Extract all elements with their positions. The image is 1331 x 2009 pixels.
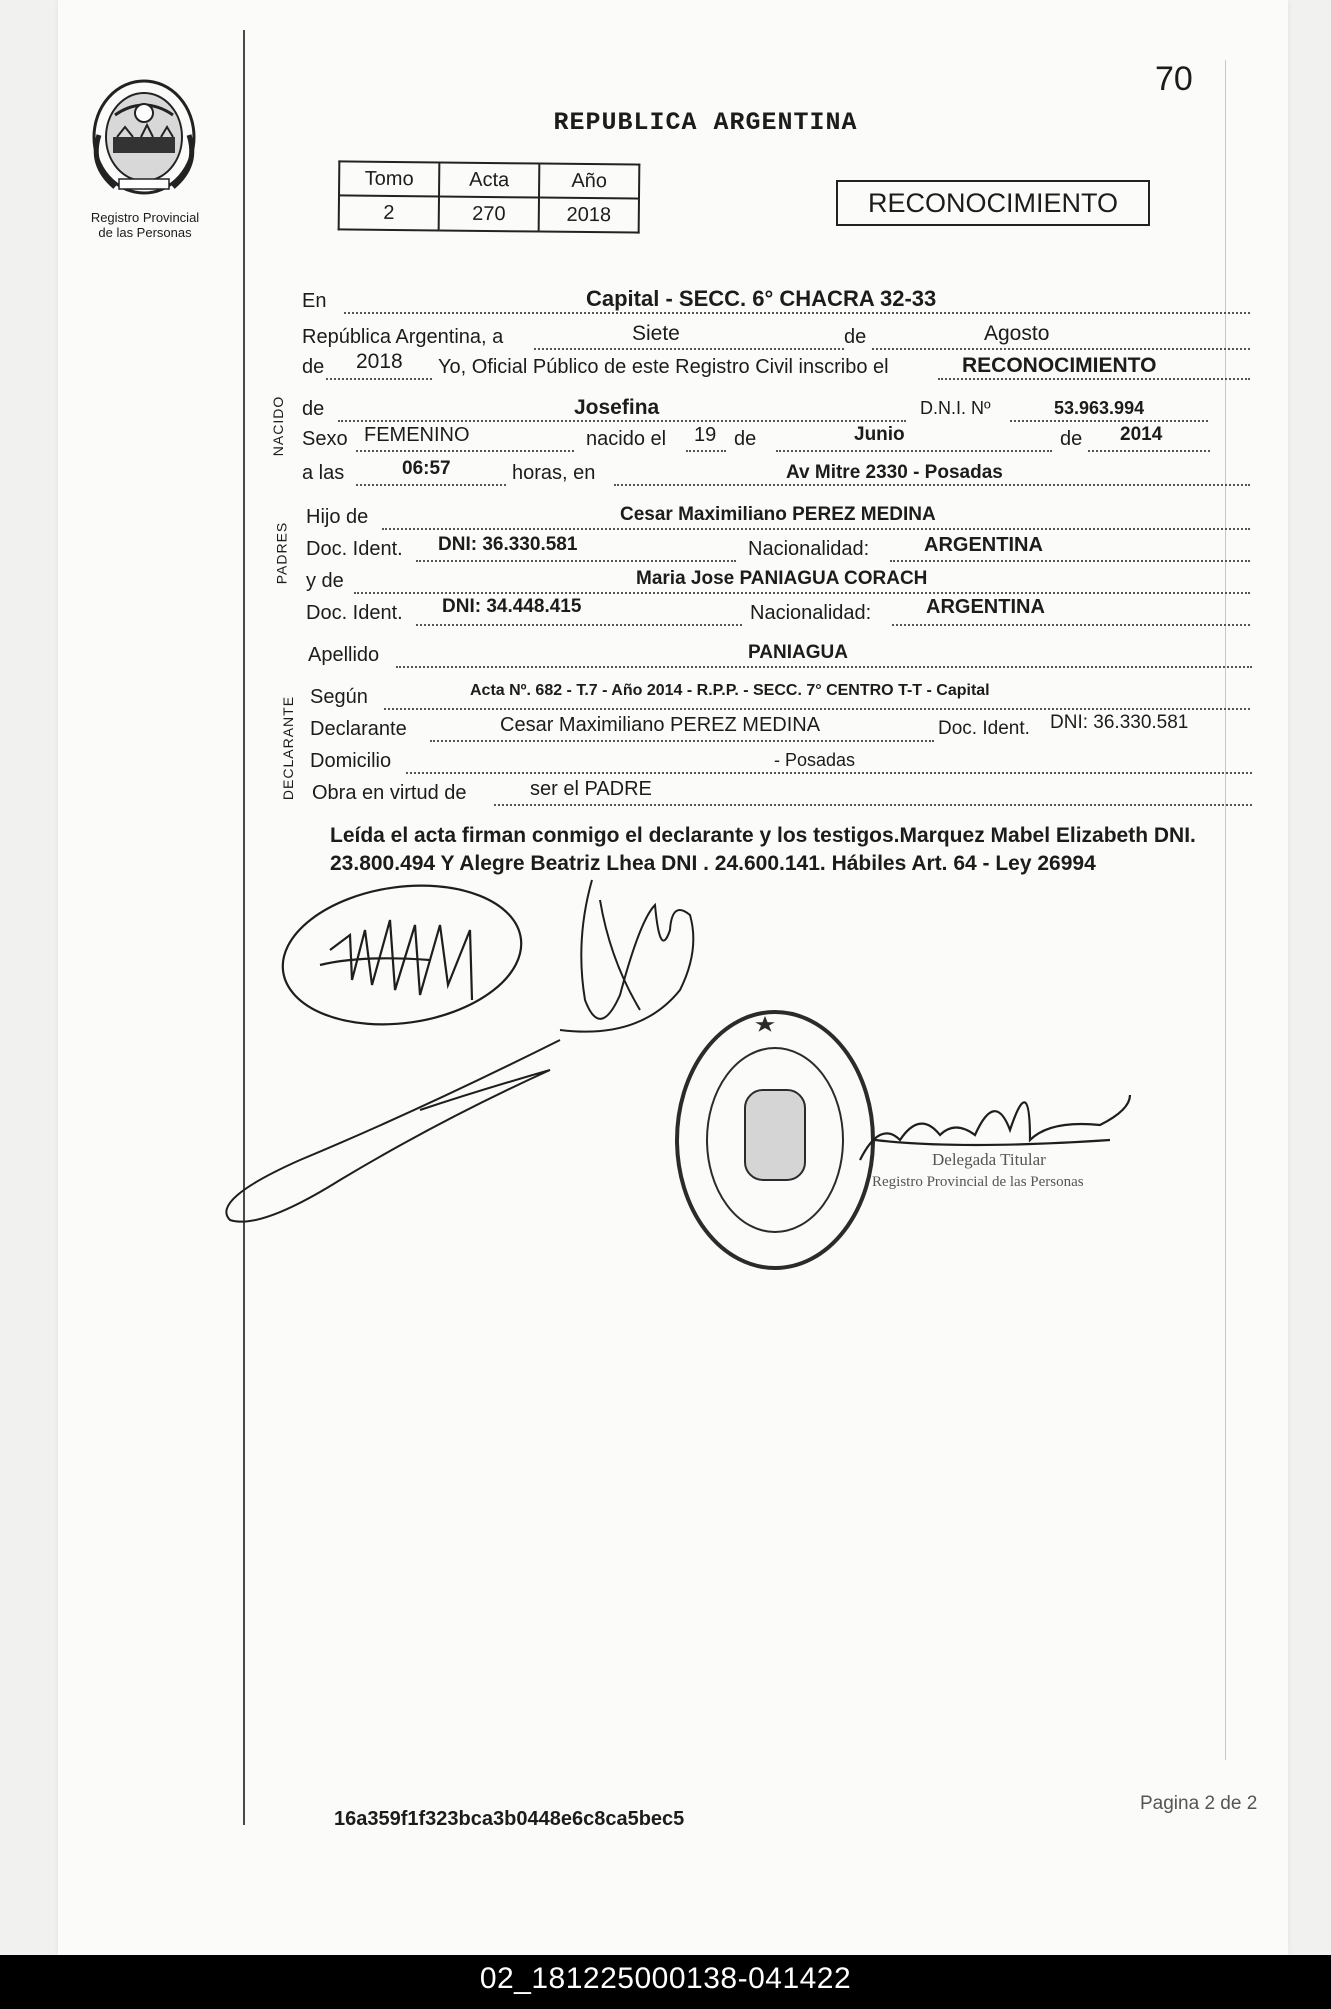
page-indicator: Pagina 2 de 2 <box>1140 1793 1258 1814</box>
label-de: de <box>844 326 867 348</box>
signature-witness <box>226 880 693 1222</box>
official-stamp <box>677 1012 873 1268</box>
value-sexo: FEMENINO <box>364 424 470 446</box>
header-anio: Año <box>539 164 639 199</box>
value-mes-nacimiento: Junio <box>854 424 905 445</box>
label-de-anio: de <box>302 356 325 378</box>
value-nacionalidad-padre: ARGENTINA <box>924 534 1043 556</box>
label-a-las: a las <box>302 462 345 484</box>
value-nacionalidad-madre: ARGENTINA <box>926 596 1045 618</box>
header-acta: Acta <box>439 162 539 197</box>
value-apellido: PANIAGUA <box>748 642 848 663</box>
value-acta: 270 <box>439 196 539 231</box>
value-nombre: Josefina <box>574 396 660 419</box>
stamp-official-title: Delegada Titular <box>932 1150 1046 1169</box>
document-hash: 16a359f1f323bca3b0448e6c8ca5bec5 <box>334 1808 685 1830</box>
section-label-nacido: NACIDO <box>270 395 287 457</box>
value-dni-madre: DNI: 34.448.415 <box>442 596 582 617</box>
label-oficial: Yo, Oficial Público de este Registro Civil inscribo el <box>438 356 889 378</box>
value-anio: 2018 <box>356 350 403 373</box>
section-label-declarante: DECLARANTE <box>280 695 297 801</box>
value-reconocimiento: RECONOCIMIENTO <box>962 354 1157 377</box>
label-obra: Obra en virtud de <box>312 782 467 804</box>
value-dia-letras: Siete <box>632 322 680 345</box>
label-doc-ident-declarante: Doc. Ident. <box>938 718 1030 739</box>
label-doc-ident: Doc. Ident. <box>306 538 403 560</box>
value-segun: Acta Nº. 682 - T.7 - Año 2014 - R.P.P. - SECC. 7° CENTRO T-T - Capital <box>470 682 990 699</box>
value-dni-padre: DNI: 36.330.581 <box>438 534 578 555</box>
label-apellido: Apellido <box>308 644 380 666</box>
label-y-de: y de <box>306 570 344 592</box>
value-hora: 06:57 <box>402 458 451 479</box>
section-label-padres: PADRES <box>273 521 290 585</box>
value-padre: Cesar Maximiliano PEREZ MEDINA <box>620 504 936 525</box>
stamp-official-registry: Registro Provincial de las Personas <box>872 1174 1084 1190</box>
logo-caption-line2: de las Personas <box>98 225 192 240</box>
record-type-box: RECONOCIMIENTO <box>836 180 1150 226</box>
label-nacido-el: nacido el <box>586 428 667 450</box>
label-hijo-de: Hijo de <box>306 506 369 528</box>
value-madre: Maria Jose PANIAGUA CORACH <box>636 568 928 589</box>
value-dni: 53.963.994 <box>1054 398 1145 418</box>
label-en: En <box>302 290 327 312</box>
value-tomo: 2 <box>339 195 439 230</box>
label-declarante: Declarante <box>310 718 407 740</box>
signature-declarante <box>274 871 531 1039</box>
value-en: Capital - SECC. 6° CHACRA 32-33 <box>586 286 937 311</box>
value-mes: Agosto <box>984 322 1050 345</box>
value-declarante: Cesar Maximiliano PEREZ MEDINA <box>500 714 821 736</box>
label-horas-en: horas, en <box>512 462 596 484</box>
value-obra: ser el PADRE <box>530 778 652 800</box>
label-domicilio: Domicilio <box>310 750 392 772</box>
label-nacionalidad: Nacionalidad: <box>748 538 870 560</box>
header-tomo: Tomo <box>339 161 439 196</box>
value-domicilio: - Posadas <box>774 750 856 770</box>
value-lugar: Av Mitre 2330 - Posadas <box>786 462 1003 483</box>
label-nacionalidad: Nacionalidad: <box>750 602 872 624</box>
scan-id: 02_181225000138-041422 <box>479 1962 852 1995</box>
label-de-nombre: de <box>302 398 325 420</box>
label-dni: D.N.I. Nº <box>920 398 991 418</box>
label-de-anio-nac: de <box>1060 428 1083 450</box>
value-dia: 19 <box>694 424 717 446</box>
value-anio: 2018 <box>539 198 639 233</box>
logo-caption-line1: Registro Provincial <box>90 210 200 225</box>
label-de-mes: de <box>734 428 757 450</box>
label-sexo: Sexo <box>302 428 348 450</box>
label-doc-ident: Doc. Ident. <box>306 602 403 624</box>
closing-statement: Leída el acta firman conmigo el declarante y los testigos.Marquez Mabel Elizabeth DNI. 23.800.494 Y Alegre Beatriz Lhea DNI . 24.600.141. Hábiles Art. 64 - Ley 26994 <box>330 824 1196 875</box>
document-title: REPUBLICA ARGENTINA <box>553 108 858 137</box>
value-anio-nacimiento: 2014 <box>1120 424 1163 445</box>
label-segun: Según <box>310 686 368 708</box>
label-republica: República Argentina, a <box>302 326 504 348</box>
page-number: 70 <box>1155 60 1193 98</box>
value-dni-declarante: DNI: 36.330.581 <box>1050 712 1189 733</box>
